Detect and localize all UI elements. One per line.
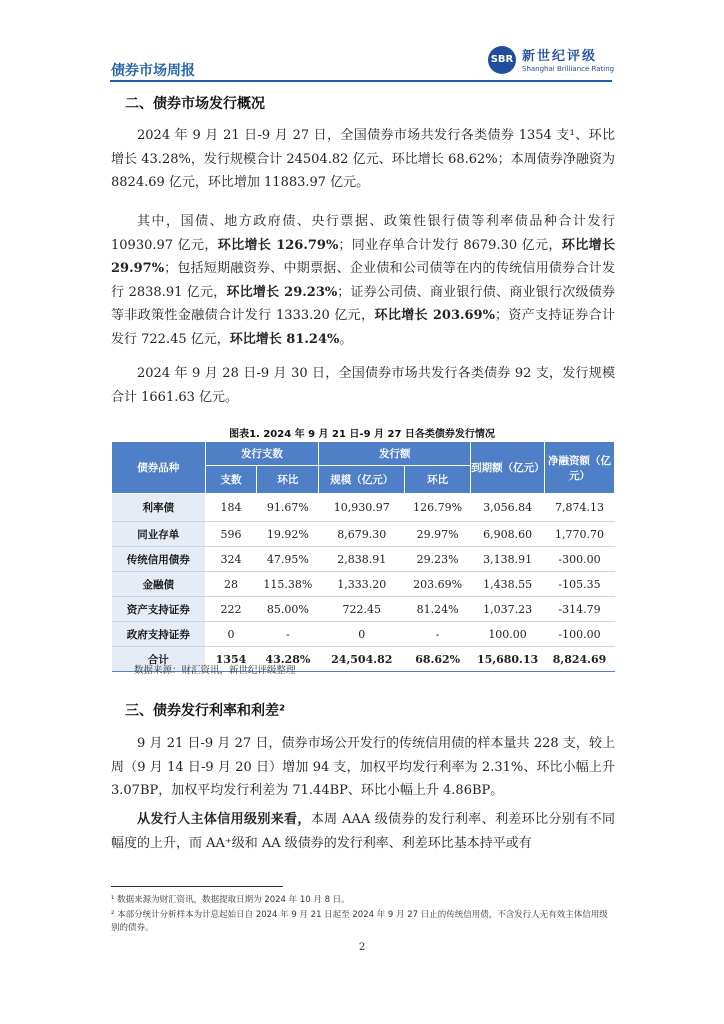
table-row — [112, 522, 615, 547]
cell-scale: 722.45 — [319, 597, 405, 622]
cell-count: 184 — [205, 494, 257, 522]
total-scale: 24,504.82 — [319, 647, 405, 672]
cell-maturity: 100.00 — [471, 622, 545, 647]
header-issue-amount: 发行额 — [319, 442, 471, 466]
table-row — [112, 494, 615, 522]
issuance-table — [111, 441, 615, 672]
total-count-mom: 43.28% — [257, 647, 319, 672]
cell-count: 596 — [205, 522, 257, 547]
header-count-mom: 环比 — [257, 466, 319, 494]
cell-count: 28 — [205, 572, 257, 597]
cell-scale-mom: 126.79% — [405, 494, 471, 522]
total-net: 8,824.69 — [545, 647, 615, 672]
cell-maturity: 3,138.91 — [471, 547, 545, 572]
cell-maturity: 6,908.60 — [471, 522, 545, 547]
cell-count: 0 — [205, 622, 257, 647]
paragraph-issuance-summary: 2024 年 9 月 21 日-9 月 27 日，全国债券市场共发行各类债券 1354 支¹、环比增长 43.28%，发行规模合计 24504.82 亿元、环比增长 68.62%；本周债券净融资为 8824.69 亿元，环比增加 11883.97 亿元。 — [111, 128, 615, 190]
paragraph-issuance-breakdown: 其中，国债、地方政府债、央行票据、政策性银行债等利率债品种合计发行 10930.97 亿元，环比增长 126.79%；同业存单合计发行 8679.30 亿元，环比增长 29.97%；包括短期融资券、中期票据、企业债和公司债等在内的传统信用债券合计发行 2838.91 亿元，环比增长 29.23%；证券公司债、商业银行债、商业银行次级债券等非政策性金融债合计发行 1333.20 亿元，环比增长 203.69%；资产支持证券合计发行 722.45 亿元，环比增长 81.24%。 — [111, 214, 615, 347]
header-variety: 债券品种 — [112, 442, 206, 494]
paragraph-rates-summary: 9 月 21 日-9 月 27 日，债券市场公开发行的传统信用债的样本量共 228 支，较上周（9 月 14 日-9 月 20 日）增加 94 支，加权平均发行利率为 2.31%、环比小幅上升 3.07BP，加权平均发行利差为 71.44BP、环比小幅上升 4.86BP。 — [111, 736, 615, 798]
cell-count-mom: 115.38% — [257, 572, 319, 597]
total-name: 合计 — [112, 647, 206, 672]
cell-net: 7,874.13 — [545, 494, 615, 522]
cell-scale-mom: 29.23% — [405, 547, 471, 572]
cell-scale: 2,838.91 — [319, 547, 405, 572]
footnote-1: ¹ 数据来源为财汇资讯，数据提取日期为 2024 年 10 月 8 日。 — [111, 895, 350, 905]
cell-net: -300.00 — [545, 547, 615, 572]
header-net-financing: 净融资额（亿元） — [545, 442, 615, 494]
row-name: 利率债 — [112, 494, 206, 522]
cell-net: 1,770.70 — [545, 522, 615, 547]
footnote-divider — [111, 886, 283, 887]
logo-mark-icon: SBR — [488, 46, 516, 74]
table-source: 数据来源：财汇资讯，新世纪评级整理 — [134, 665, 296, 676]
cell-count-mom: - — [257, 622, 319, 647]
paragraph-next-period: 2024 年 9 月 28 日-9 月 30 日，全国债券市场共发行各类债券 92 支，发行规模合计 1661.63 亿元。 — [111, 366, 615, 405]
cell-count-mom: 85.00% — [257, 597, 319, 622]
header-scale-mom: 环比 — [405, 466, 471, 494]
logo-english-name: Shanghai Brilliance Rating — [522, 65, 615, 73]
total-scale-mom: 68.62% — [405, 647, 471, 672]
header-issue-count: 发行支数 — [205, 442, 319, 466]
cell-scale-mom: - — [405, 622, 471, 647]
cell-maturity: 3,056.84 — [471, 494, 545, 522]
section-heading-issuance: 二、债券市场发行概况 — [125, 96, 265, 112]
page-number: 2 — [358, 942, 366, 953]
cell-net: -105.35 — [545, 572, 615, 597]
cell-scale: 10,930.97 — [319, 494, 405, 522]
header-scale: 规模（亿元） — [319, 466, 405, 494]
total-count: 1354 — [205, 647, 257, 672]
cell-scale-mom: 81.24% — [405, 597, 471, 622]
cell-scale-mom: 29.97% — [405, 522, 471, 547]
logo-chinese-name: 新世纪评级 — [522, 49, 598, 64]
table-row — [112, 597, 615, 622]
header-maturity: 到期额（亿元） — [471, 442, 545, 494]
header-count: 支数 — [205, 466, 257, 494]
footnote-2: ² 本部分统计分析样本为计息起始日自 2024 年 9 月 21 日起至 2024 年 9 月 27 日止的传统信用债，不含发行人无有效主体信用级别的债券。 — [111, 910, 608, 933]
row-name: 传统信用债券 — [112, 547, 206, 572]
table-caption: 图表1. 2024 年 9 月 21 日-9 月 27 日各类债券发行情况 — [229, 429, 495, 440]
table-row — [112, 572, 615, 597]
cell-count-mom: 19.92% — [257, 522, 319, 547]
cell-maturity: 1,438.55 — [471, 572, 545, 597]
cell-scale: 1,333.20 — [319, 572, 405, 597]
cell-net: -100.00 — [545, 622, 615, 647]
cell-count-mom: 91.67% — [257, 494, 319, 522]
section-heading-rates: 三、债券发行利率和利差² — [125, 703, 286, 719]
row-name: 同业存单 — [112, 522, 206, 547]
total-maturity: 15,680.13 — [471, 647, 545, 672]
cell-count: 222 — [205, 597, 257, 622]
table-row — [112, 622, 615, 647]
cell-scale: 8,679.30 — [319, 522, 405, 547]
cell-count: 324 — [205, 547, 257, 572]
row-name: 政府支持证券 — [112, 622, 206, 647]
cell-scale: 0 — [319, 622, 405, 647]
logo — [488, 44, 614, 78]
cell-count-mom: 47.95% — [257, 547, 319, 572]
row-name: 资产支持证券 — [112, 597, 206, 622]
report-title: 债券市场周报 — [111, 63, 195, 79]
cell-maturity: 1,037.23 — [471, 597, 545, 622]
cell-net: -314.79 — [545, 597, 615, 622]
row-name: 金融债 — [112, 572, 206, 597]
table-row — [112, 547, 615, 572]
paragraph-rating-analysis: 从发行人主体信用级别来看，本周 AAA 级债券的发行利率、利差环比分别有不同幅度的上升，而 AA⁺级和 AA 级债券的发行利率、利差环比基本持平或有 — [111, 812, 615, 851]
cell-scale-mom: 203.69% — [405, 572, 471, 597]
header-divider — [110, 80, 612, 82]
